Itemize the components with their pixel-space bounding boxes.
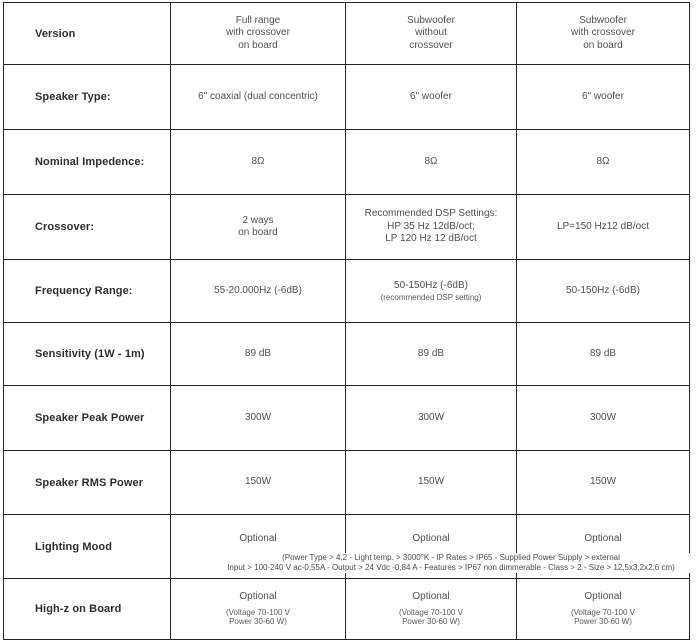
cell-rms-power-col2 xyxy=(346,451,517,515)
cell-line: 2 ways xyxy=(242,214,274,226)
cell-peak-power-col1 xyxy=(171,386,346,451)
cell-line: Recommended DSP Settings: xyxy=(364,208,498,220)
cell-high-z-col1 xyxy=(171,579,346,639)
cell-line: Optional xyxy=(584,591,622,603)
cell-line: with crossover xyxy=(226,27,290,39)
cell-line: Subwoofer xyxy=(579,14,627,26)
row-label-high-z: High-z on Board xyxy=(4,579,171,639)
cell-line: 50-150Hz (-6dB) xyxy=(394,280,468,291)
cell-sensitivity-col2 xyxy=(346,323,517,386)
cell-line: on board xyxy=(238,39,278,51)
cell-subnote: Power 30-60 W) xyxy=(229,617,287,627)
cell-line: Optional xyxy=(584,533,622,544)
spec-table xyxy=(3,2,690,640)
cell-line: 150W xyxy=(244,476,272,488)
cell-high-z-col2 xyxy=(346,579,517,639)
cell-version-col2 xyxy=(346,3,517,65)
row-label-nominal-impedence: Nominal Impedence: xyxy=(4,130,171,195)
cell-line: 300W xyxy=(244,411,272,423)
cell-line: 150W xyxy=(417,476,445,488)
cell-crossover-col2 xyxy=(346,195,517,260)
cell-line: LP=150 Hz12 dB/oct xyxy=(556,220,649,232)
cell-line: 150W xyxy=(589,476,617,488)
cell-line: 8Ω xyxy=(596,155,610,167)
cell-crossover-col3 xyxy=(517,195,689,260)
cell-line: on board xyxy=(583,39,623,51)
cell-impedence-col2 xyxy=(346,130,517,195)
cell-line: without xyxy=(415,27,447,39)
lighting-mood-footnote-line2: Input > 100-240 V ac-0,55A - Output > 24 Vdc -0,84 A - Features > IP67 non dimmerable - Class > 2 - Size > 12,5x3,2x2,6 cm) xyxy=(227,563,675,572)
cell-speaker-type-col1 xyxy=(171,65,346,130)
cell-line: 300W xyxy=(589,411,617,423)
cell-line: Subwoofer xyxy=(407,14,455,26)
row-label-frequency-range: Frequency Range: xyxy=(4,260,171,323)
cell-line: 89 dB xyxy=(244,347,272,359)
cell-subnote: (recommended DSP setting) xyxy=(380,292,482,302)
row-label-lighting-mood: Lighting Mood xyxy=(4,515,171,579)
cell-speaker-type-col3 xyxy=(517,65,689,130)
cell-line: Optional xyxy=(412,533,450,544)
cell-speaker-type-col2 xyxy=(346,65,517,130)
cell-sensitivity-col3 xyxy=(517,323,689,386)
cell-line: Optional xyxy=(239,591,277,603)
cell-line: Optional xyxy=(239,533,277,544)
cell-line: 89 dB xyxy=(589,347,617,359)
cell-peak-power-col3 xyxy=(517,386,689,451)
cell-line: 50-150Hz (-6dB) xyxy=(566,284,640,296)
cell-line: with crossover xyxy=(571,27,635,39)
cell-subnote: Power 30-60 W) xyxy=(402,617,460,627)
lighting-mood-footnote xyxy=(212,553,690,573)
row-label-rms-power: Speaker RMS Power xyxy=(4,451,171,515)
cell-line: Full range xyxy=(235,14,281,26)
cell-frequency-col3 xyxy=(517,260,689,323)
cell-line: crossover xyxy=(409,39,453,51)
cell-subnote: (Voltage 70-100 V xyxy=(225,607,291,617)
cell-line: 6" woofer xyxy=(582,90,624,102)
cell-high-z-col3 xyxy=(517,579,689,639)
row-label-version: Version xyxy=(4,3,171,65)
cell-crossover-col1 xyxy=(171,195,346,260)
row-label-crossover: Crossover: xyxy=(4,195,171,260)
cell-line: 6" coaxial (dual concentric) xyxy=(198,90,318,102)
cell-frequency-col1 xyxy=(171,260,346,323)
cell-subnote: (Voltage 70-100 V xyxy=(570,607,636,617)
cell-impedence-col3 xyxy=(517,130,689,195)
cell-rms-power-col1 xyxy=(171,451,346,515)
cell-version-col3 xyxy=(517,3,689,65)
row-label-speaker-type: Speaker Type: xyxy=(4,65,171,130)
cell-subnote: Power 30-60 W) xyxy=(574,617,632,627)
cell-peak-power-col2 xyxy=(346,386,517,451)
cell-line: LP 120 Hz 12 dB/oct xyxy=(385,233,477,245)
cell-line: on board xyxy=(238,227,278,238)
cell-line: 55-20.000Hz (-6dB) xyxy=(214,284,302,296)
cell-version-col1 xyxy=(171,3,346,65)
cell-line: 89 dB xyxy=(417,347,445,359)
cell-line: Optional xyxy=(412,591,450,603)
cell-sensitivity-col1 xyxy=(171,323,346,386)
cell-line: 8Ω xyxy=(424,155,438,167)
cell-line: 300W xyxy=(417,411,445,423)
row-label-peak-power: Speaker Peak Power xyxy=(4,386,171,451)
cell-subnote: (Voltage 70-100 V xyxy=(398,607,464,617)
cell-impedence-col1 xyxy=(171,130,346,195)
lighting-mood-footnote-line1: (Power Type > 4,2 - Light temp. > 3000°K - IP Rates > IP65 - Supplied Power Supply > external xyxy=(282,553,620,562)
row-label-sensitivity: Sensitivity (1W - 1m) xyxy=(4,323,171,386)
cell-line: HP 35 Hz 12dB/oct; xyxy=(387,220,475,232)
cell-line: 8Ω xyxy=(251,155,265,167)
cell-line: 6" woofer xyxy=(410,90,452,102)
cell-frequency-col2 xyxy=(346,260,517,323)
cell-rms-power-col3 xyxy=(517,451,689,515)
